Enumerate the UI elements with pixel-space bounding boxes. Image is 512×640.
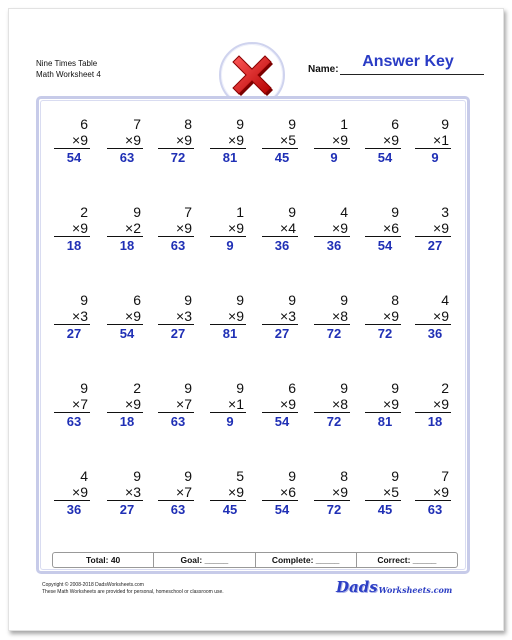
multiplier: ×9: [365, 308, 401, 325]
problem-item: [314, 468, 350, 518]
multiplier: ×7: [158, 396, 194, 413]
answer: 54: [119, 326, 135, 341]
answer: 45: [222, 502, 238, 517]
problem-item: [415, 292, 451, 342]
multiplier: ×2: [107, 220, 143, 237]
multiplicand: 9: [236, 116, 244, 132]
multiplier: ×1: [415, 132, 451, 149]
problem-item: [107, 204, 143, 254]
answer: 45: [377, 502, 393, 517]
multiplier: ×9: [314, 132, 350, 149]
copyright-text: Copyright © 2008-2018 DadsWorksheets.com: [42, 582, 144, 588]
multiplicand: 9: [391, 380, 399, 396]
answer: 54: [377, 238, 393, 253]
answer: 27: [119, 502, 135, 517]
multiplicand: 6: [288, 380, 296, 396]
answer: 72: [326, 326, 342, 341]
problem-item: [210, 116, 246, 166]
multiplicand: 2: [133, 380, 141, 396]
multiplier: ×3: [262, 308, 298, 325]
multiplier: ×1: [210, 396, 246, 413]
multiplicand: 6: [80, 116, 88, 132]
problem-item: [365, 116, 401, 166]
answer: 18: [427, 414, 443, 429]
problem-item: [210, 380, 246, 430]
problem-item: [107, 380, 143, 430]
problem-item: [210, 468, 246, 518]
answer: 27: [66, 326, 82, 341]
multiplicand: 4: [340, 204, 348, 220]
logo-sub-text: Worksheets.com: [378, 585, 453, 595]
usage-notice: These Math Worksheets are provided for personal, homeschool or classroom use.: [42, 589, 224, 595]
dadsworksheets-logo: [336, 575, 462, 599]
answer: 63: [66, 414, 82, 429]
multiplier: ×9: [365, 396, 401, 413]
answer: 81: [222, 150, 238, 165]
multiplicand: 9: [236, 380, 244, 396]
multiplicand: 1: [340, 116, 348, 132]
answer: 63: [170, 414, 186, 429]
problem-item: [415, 380, 451, 430]
multiplicand: 9: [288, 204, 296, 220]
problem-item: [158, 204, 194, 254]
score-goal: Goal: _____: [154, 553, 255, 567]
problem-item: [158, 468, 194, 518]
problem-item: [107, 292, 143, 342]
multiplier: ×7: [54, 396, 90, 413]
problem-item: [262, 204, 298, 254]
score-correct: Correct: _____: [377, 555, 437, 565]
answer: 63: [427, 502, 443, 517]
multiplicand: 9: [80, 292, 88, 308]
score-complete: Complete: _____: [256, 553, 357, 567]
problem-item: [107, 116, 143, 166]
logo-main-text: Dads: [336, 578, 378, 596]
multiplicand: 9: [288, 468, 296, 484]
answer: 27: [274, 326, 290, 341]
answer: 72: [170, 150, 186, 165]
answer: 27: [427, 238, 443, 253]
problem-item: [54, 116, 90, 166]
multiplicand: 7: [441, 468, 449, 484]
name-label: Name:: [308, 64, 339, 75]
multiplicand: 1: [236, 204, 244, 220]
multiplicand: 9: [184, 380, 192, 396]
worksheet-title: [36, 58, 101, 80]
multiplier: ×9: [54, 220, 90, 237]
multiplier: ×3: [54, 308, 90, 325]
problem-item: [415, 468, 451, 518]
multiplicand: 8: [340, 468, 348, 484]
multiplicand: 9: [133, 204, 141, 220]
multiplicand: 2: [80, 204, 88, 220]
multiplier: ×4: [262, 220, 298, 237]
answer: 18: [66, 238, 82, 253]
multiplier: ×8: [314, 396, 350, 413]
multiplicand: 9: [340, 380, 348, 396]
multiplicand: 8: [184, 116, 192, 132]
multiplier: ×9: [262, 396, 298, 413]
multiplicand: 9: [80, 380, 88, 396]
multiplicand: 9: [441, 116, 449, 132]
score-bar: [52, 552, 458, 568]
multiplier: ×9: [314, 220, 350, 237]
answer: 18: [119, 238, 135, 253]
multiplicand: 2: [441, 380, 449, 396]
problem-item: [314, 292, 350, 342]
answer: 72: [326, 414, 342, 429]
multiplier: ×6: [365, 220, 401, 237]
multiplicand: 3: [441, 204, 449, 220]
answer: 81: [377, 414, 393, 429]
problem-item: [365, 204, 401, 254]
multiplicand: 9: [288, 292, 296, 308]
problem-item: [262, 380, 298, 430]
problem-item: [415, 204, 451, 254]
answer: 63: [170, 238, 186, 253]
multiplier: ×9: [158, 132, 194, 149]
problem-item: [262, 116, 298, 166]
title-line-2: Math Worksheet 4: [36, 70, 101, 79]
answer: 9: [226, 414, 234, 429]
multiplier: ×9: [415, 396, 451, 413]
multiplier: ×9: [210, 132, 246, 149]
multiplier: ×9: [158, 220, 194, 237]
problem-item: [415, 116, 451, 166]
multiplier: ×9: [54, 132, 90, 149]
multiplier: ×6: [262, 484, 298, 501]
answer: 36: [66, 502, 82, 517]
multiplicand: 9: [340, 292, 348, 308]
multiplier: ×9: [415, 484, 451, 501]
multiplier: ×9: [210, 308, 246, 325]
multiplicand: 4: [80, 468, 88, 484]
problem-item: [262, 292, 298, 342]
problem-item: [54, 468, 90, 518]
multiplicand: 9: [184, 292, 192, 308]
multiplicand: 7: [133, 116, 141, 132]
problem-item: [365, 468, 401, 518]
multiplicand: 7: [184, 204, 192, 220]
multiplier: ×5: [262, 132, 298, 149]
problem-item: [158, 380, 194, 430]
answer: 36: [274, 238, 290, 253]
multiplicand: 8: [391, 292, 399, 308]
problem-item: [158, 292, 194, 342]
answer: 72: [377, 326, 393, 341]
answer: 18: [119, 414, 135, 429]
answer: 54: [66, 150, 82, 165]
answer: 81: [222, 326, 238, 341]
problem-item: [262, 468, 298, 518]
answer: 54: [274, 414, 290, 429]
multiplicand: 9: [236, 292, 244, 308]
answer: 54: [377, 150, 393, 165]
multiplicand: 6: [133, 292, 141, 308]
answer: 9: [431, 150, 439, 165]
answer: 72: [326, 502, 342, 517]
multiplier: ×9: [415, 308, 451, 325]
footer-copyright: [42, 582, 224, 596]
problem-item: [365, 292, 401, 342]
answer: 36: [427, 326, 443, 341]
multiplier: ×9: [314, 484, 350, 501]
answer-key-text: Answer Key: [362, 53, 454, 70]
problems-frame-inner: [40, 100, 466, 570]
multiplicand: 9: [133, 468, 141, 484]
multiplicand: 9: [184, 468, 192, 484]
multiplicand: 9: [391, 204, 399, 220]
multiplier: ×9: [415, 220, 451, 237]
multiplicand: 4: [441, 292, 449, 308]
problem-item: [314, 204, 350, 254]
problem-item: [365, 380, 401, 430]
score-total: Total: 40: [53, 553, 154, 567]
multiplier: ×9: [107, 132, 143, 149]
problem-item: [210, 204, 246, 254]
multiplier: ×3: [107, 484, 143, 501]
answer: 36: [326, 238, 342, 253]
multiplier: ×8: [314, 308, 350, 325]
multiplicand: 9: [288, 116, 296, 132]
multiplier: ×9: [365, 132, 401, 149]
answer: 63: [119, 150, 135, 165]
problem-item: [314, 116, 350, 166]
answer: 63: [170, 502, 186, 517]
answer: 9: [330, 150, 338, 165]
multiplicand: 5: [236, 468, 244, 484]
problem-item: [54, 292, 90, 342]
multiplier: ×9: [210, 484, 246, 501]
answer: 27: [170, 326, 186, 341]
problem-item: [314, 380, 350, 430]
problem-item: [210, 292, 246, 342]
problem-item: [54, 204, 90, 254]
problem-item: [54, 380, 90, 430]
red-x-icon: [227, 50, 277, 100]
name-line: [340, 74, 484, 75]
answer: 45: [274, 150, 290, 165]
multiplier: ×9: [107, 308, 143, 325]
multiplicand: 9: [391, 468, 399, 484]
multiplier: ×9: [210, 220, 246, 237]
multiplicand: 6: [391, 116, 399, 132]
multiplier: ×3: [158, 308, 194, 325]
multiplier: ×5: [365, 484, 401, 501]
answer: 54: [274, 502, 290, 517]
problem-item: [107, 468, 143, 518]
multiplier: ×9: [107, 396, 143, 413]
answer: 9: [226, 238, 234, 253]
title-line-1: Nine Times Table: [36, 59, 98, 68]
multiplier: ×9: [54, 484, 90, 501]
problem-item: [158, 116, 194, 166]
multiplier: ×7: [158, 484, 194, 501]
